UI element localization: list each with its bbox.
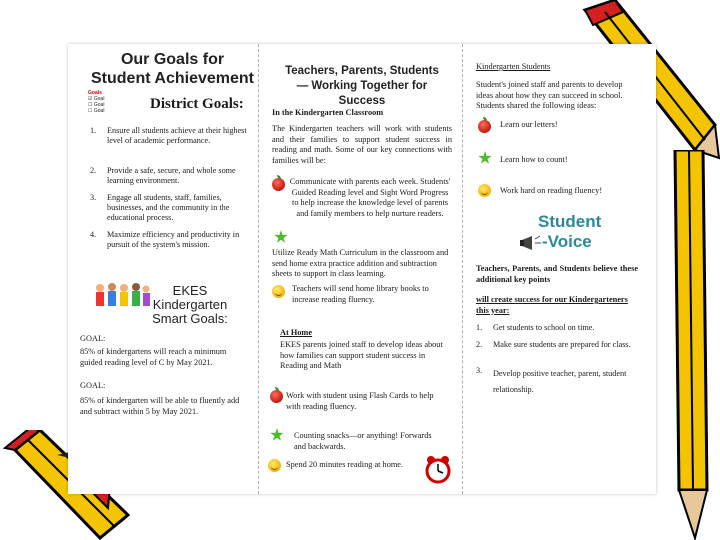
smart-title-line: Kindergarten	[152, 297, 228, 312]
apple-icon	[270, 390, 283, 403]
student-voice-subtitle: -Voice	[542, 232, 592, 251]
checklist-item: ☐ Goal	[88, 108, 105, 114]
key-point: 2. Make sure students are prepared for class.	[476, 340, 631, 349]
smart-title-line: EKES	[172, 283, 208, 298]
panel2-title: Teachers, Parents, Students— Working Together for Success	[285, 65, 439, 107]
goal-item: 2. Provide a safe, secure, and whole some learning environment.	[90, 166, 236, 185]
belief-text-underlined: will create success for our Kindergarteners this year:	[476, 295, 628, 315]
smiley-icon	[268, 459, 281, 472]
megaphone-icon	[520, 234, 542, 252]
pencil-right-icon	[665, 150, 720, 540]
smiley-icon	[478, 184, 491, 197]
smiley-icon	[272, 285, 285, 298]
home-heading: At Home	[280, 328, 313, 337]
student-idea: Learn how to count!	[500, 155, 568, 164]
panel1-title: Our Goals for Student Achievement	[91, 51, 254, 87]
goal2-text: 85% of kindergarten will be able to fluently add and subtract within 5 by May 2021.	[80, 396, 240, 416]
checklist-item: ☑ Goal	[88, 96, 105, 102]
student-idea: Work hard on reading fluency!	[500, 186, 603, 195]
goal1-label: GOAL:	[80, 334, 106, 343]
checklist-title: Goals	[88, 90, 102, 96]
home-item: Counting snacks—or anything! Forwards and backwards.	[294, 431, 432, 451]
student-voice-title: Student	[538, 212, 602, 231]
belief-text: Teachers, Parents, and Students believe these additional key points	[476, 264, 638, 284]
goal-item: 4. Maximize efficiency and productivity in pursuit of the system's mission.	[90, 230, 240, 249]
goal-item: 3. Engage all students, staff, families, businesses, and the community in the educational process.	[90, 193, 230, 222]
panel-divider-2	[462, 44, 463, 494]
classroom-item: Teachers will send home library books to increase reading fluency.	[292, 284, 429, 304]
key-point: 3. Develop positive teacher, parent, student relationship.	[476, 366, 627, 394]
classroom-item: Communicate with parents each week. Students' Guided Reading level and Sight Word Progress to help increase the knowledge level of parents and family members to help nurture readers.	[289, 177, 451, 218]
key-point: 1. Get students to school on time.	[476, 323, 595, 332]
smart-goals-title	[140, 284, 240, 326]
checklist-item: ☐ Goal	[88, 102, 105, 108]
home-item: Work with student using Flash Cards to help with reading fluency.	[286, 391, 434, 411]
alarm-clock-icon	[425, 455, 451, 485]
goal-item: 1. Ensure all students achieve at their highest level of academic performance.	[90, 126, 247, 145]
goal1-text: 85% of kindergartens will reach a minimum guided reading level of C by May 2021.	[80, 347, 227, 367]
apple-icon	[478, 120, 491, 133]
checklist-graphic	[88, 90, 128, 126]
classroom-intro: The Kindergarten teachers will work with students and their families to support student success in reading and math. Some of our key connections with families will be:	[272, 124, 452, 165]
student-idea: Learn our letters!	[500, 120, 558, 129]
home-intro: EKES parents joined staff to develop ideas about how families can support student success in Reading and Math	[280, 340, 443, 370]
students-intro: Student's joined staff and parents to develop ideas about how they can succeed in school. Students shared the following ideas:	[476, 80, 623, 110]
district-goals-heading: District Goals:	[150, 96, 244, 112]
panel-divider-1	[258, 44, 259, 494]
goal2-label: GOAL:	[80, 381, 106, 390]
smart-title-line: Smart Goals:	[152, 311, 228, 326]
classroom-heading: In the Kindergarten Classroom	[272, 108, 384, 117]
apple-icon	[272, 178, 285, 191]
classroom-item: Utilize Ready Math Curriculum in the classroom and send home extra practice addition and subtraction sheets to support in class learning.	[272, 248, 449, 278]
students-heading: Kindergarten Students	[476, 62, 551, 71]
home-item: Spend 20 minutes reading at home.	[286, 460, 404, 469]
